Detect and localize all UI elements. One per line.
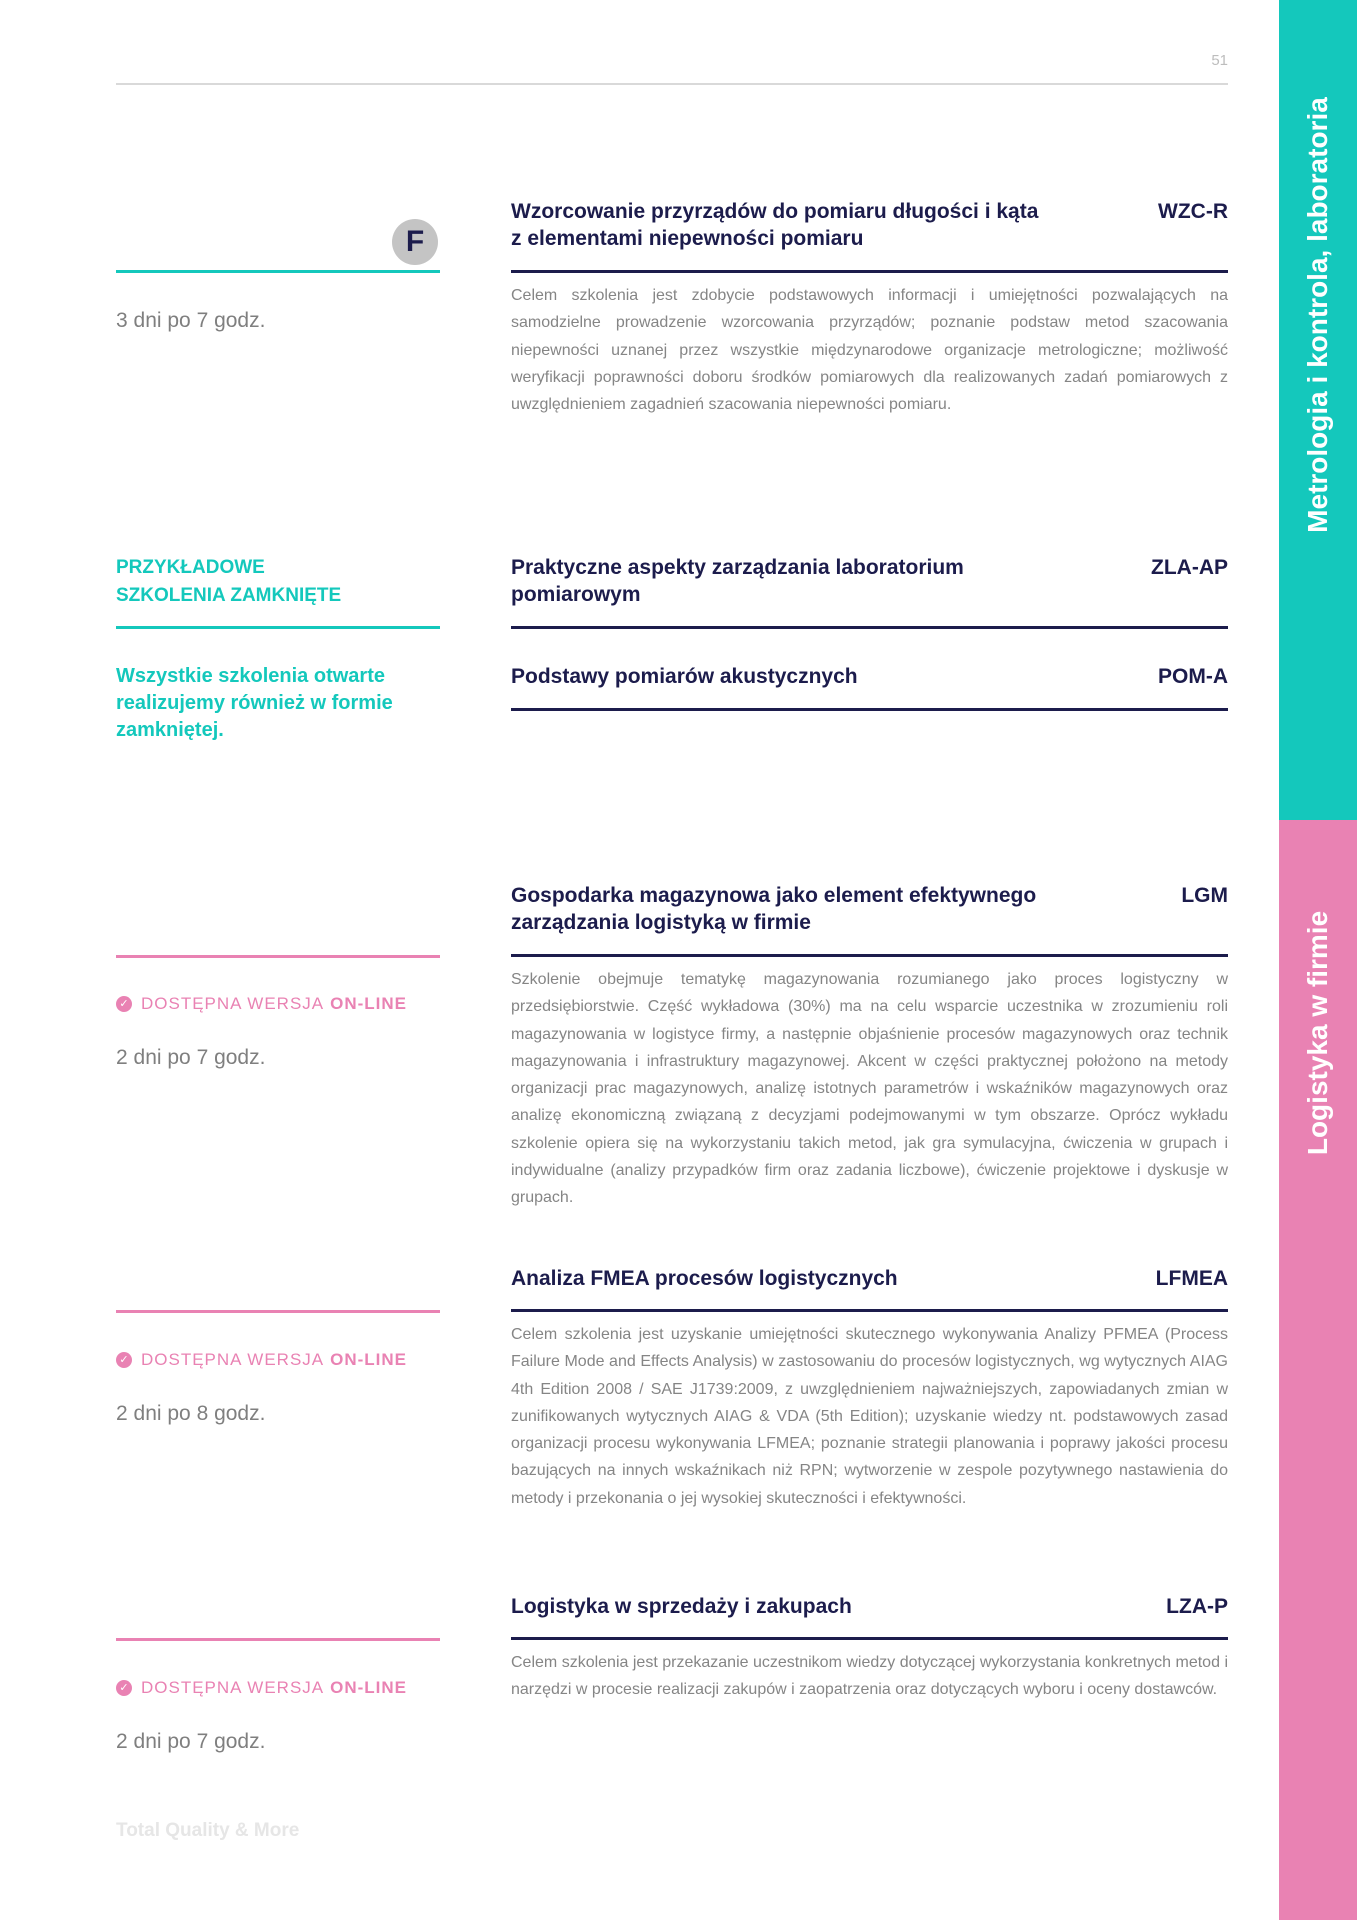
course-duration: 2 dni po 8 godz.	[116, 1402, 266, 1425]
course-title: Logistyka w sprzedaży i zakupach	[511, 1595, 852, 1618]
online-label-suffix: ON-LINE	[330, 1678, 408, 1697]
left-divider	[116, 955, 440, 958]
course-code: POM-A	[1158, 665, 1228, 688]
course-code: LGM	[1181, 884, 1228, 907]
online-label-suffix: ON-LINE	[330, 994, 408, 1013]
online-label-suffix: ON-LINE	[330, 1350, 408, 1369]
course-code: ZLA-AP	[1151, 556, 1228, 579]
course-title: Praktyczne aspekty zarządzania laboratorium pomiarowym	[511, 556, 964, 606]
left-divider	[116, 270, 440, 273]
online-label-prefix: DOSTĘPNA WERSJA	[141, 1350, 325, 1369]
course-title: Podstawy pomiarów akustycznych	[511, 665, 858, 688]
online-version-label	[116, 1350, 407, 1370]
online-version-label	[116, 1678, 407, 1698]
online-version-label	[116, 994, 407, 1014]
course-divider	[511, 270, 1228, 273]
course-description: Celem szkolenia jest uzyskanie umiejętności skutecznego wykonywania Analizy PFMEA (Process Failure Mode and Effects Analysis) w zastosowaniu do procesów logistycznych, wg wytycznych AIAG 4th Edition 2008 / SAE J1739:2009, z uwzględnieniem najważniejszych, zapowiadanych zmian w zunifikowanych wytycznych AIAG & VDA (5th Edition); uzyskanie wiedzy nt. podstawowych zasad organizacji procesu wykonywania LFMEA; poznanie strategii planowania i poprawy jakości procesu bazujących na innych wskaźnikach niż RPN; wytworzenie w zespole pozytywnego nastawienia do metody i przekonania o jej wysokiej skuteczności i efektywności.	[511, 1326, 1228, 1507]
header-divider	[116, 83, 1228, 85]
course-title: Analiza FMEA procesów logistycznych	[511, 1267, 898, 1290]
side-tab-metrology	[1279, 0, 1357, 820]
side-tab-logistics	[1279, 820, 1357, 1920]
course-divider	[511, 1637, 1228, 1640]
side-tab-logistics-label: Logistyka w firmie	[1302, 910, 1333, 1156]
closed-trainings-note: Wszystkie szkolenia otwarte realizujemy również w formie zamkniętej.	[116, 665, 393, 741]
side-tab-metrology-label: Metrologia i kontrola, laboratoria	[1302, 97, 1333, 533]
course-divider	[511, 708, 1228, 711]
check-circle-icon: ✓	[116, 1680, 132, 1696]
closed-trainings-heading	[116, 554, 341, 610]
course-duration: 3 dni po 7 godz.	[116, 309, 266, 332]
page-number: 51	[1211, 52, 1228, 69]
course-divider	[511, 954, 1228, 957]
course-divider	[511, 626, 1228, 629]
left-divider	[116, 1310, 440, 1313]
course-description: Szkolenie obejmuje tematykę magazynowania rozumianego jako proces logistyczny w przedsiębiorstwie. Część wykładowa (30%) ma na celu wsparcie uczestnika w zrozumieniu roli magazynowania w logistyce firmy, a następnie objaśnienie procesów magazynowych oraz technik magazynowania i infrastruktury magazynowej. Akcent w części praktycznej położono na metody organizacji prac magazynowych, analizę istotnych parametrów i wskaźników magazynowych oraz analizę ekonomiczną związaną z decyzjami podejmowanymi w tym obszarze. Oprócz wykładu szkolenie opiera się na wykorzystaniu takich metod, jak gra symulacyjna, ćwiczenia w grupach i indywidualne (analizy przypadków firm oraz zadania liczbowe), ćwiczenie projektowe i dyskusje w grupach.	[511, 971, 1228, 1207]
check-circle-icon: ✓	[116, 1352, 132, 1368]
course-code: WZC-R	[1158, 200, 1228, 223]
letter-f-icon: F	[392, 219, 438, 265]
online-label-prefix: DOSTĘPNA WERSJA	[141, 1678, 325, 1697]
left-divider	[116, 626, 440, 629]
course-code: LZA-P	[1166, 1595, 1228, 1618]
course-title: Wzorcowanie przyrządów do pomiaru długości i kąta z elementami niepewności pomiaru	[511, 200, 1039, 250]
footer-brand: Total Quality & More	[116, 1820, 300, 1841]
course-divider	[511, 1309, 1228, 1312]
check-circle-icon: ✓	[116, 996, 132, 1012]
course-duration: 2 dni po 7 godz.	[116, 1046, 266, 1069]
left-divider	[116, 1638, 440, 1641]
closed-trainings-heading-line2: SZKOLENIA ZAMKNIĘTE	[116, 585, 342, 606]
online-label-prefix: DOSTĘPNA WERSJA	[141, 994, 325, 1013]
course-duration: 2 dni po 7 godz.	[116, 1730, 266, 1753]
course-description: Celem szkolenia jest przekazanie uczestnikom wiedzy dotyczącej wykorzystania konkretnych metod i narzędzi w procesie realizacji zakupów i zaopatrzenia oraz dotyczących wyboru i oceny dostawców.	[511, 1654, 1228, 1699]
closed-trainings-heading-line1: PRZYKŁADOWE	[116, 557, 265, 578]
course-code: LFMEA	[1155, 1267, 1228, 1290]
course-title: Gospodarka magazynowa jako element efektywnego zarządzania logistyką w firmie	[511, 884, 1037, 934]
course-description: Celem szkolenia jest zdobycie podstawowych informacji i umiejętności pozwalających na samodzielne prowadzenie wzorcowania przyrządów; poznanie podstaw metod szacowania niepewności uznanej przez wszystkie międzynarodowe organizacje metrologiczne; możliwość weryfikacji poprawności doboru środków pomiarowych dla realizowanych zadań pomiarowych z uwzględnieniem zagadnień szacowania niepewności pomiaru.	[511, 287, 1228, 414]
